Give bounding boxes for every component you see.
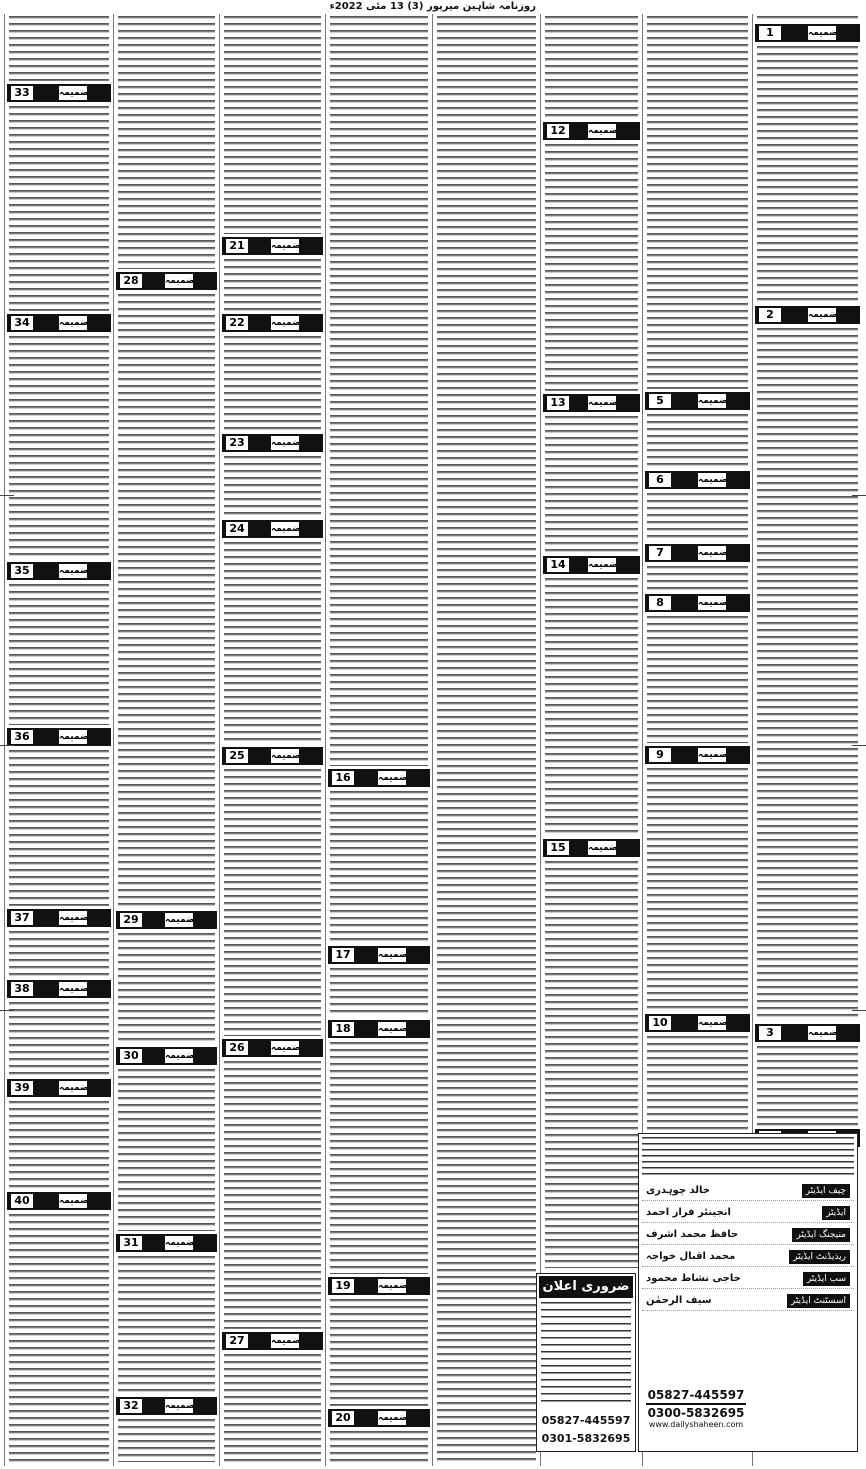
supplement-label: ضمیمہ <box>378 1024 408 1034</box>
article-number: 9 <box>649 748 671 762</box>
masthead <box>0 0 866 14</box>
article-number-box <box>328 1020 430 1038</box>
article-number: 29 <box>120 913 142 927</box>
editorial-row <box>642 1292 854 1311</box>
article-number-box <box>645 594 750 612</box>
supplement-label: ضمیمہ <box>588 398 618 408</box>
article-number-box <box>7 84 111 102</box>
article-number-box <box>7 314 111 332</box>
article-number-box <box>755 1024 860 1042</box>
article-number: 30 <box>120 1049 142 1063</box>
article-number-box <box>755 24 860 42</box>
supplement-label: ضمیمہ <box>59 913 89 923</box>
supplement-label: ضمیمہ <box>59 88 89 98</box>
supplement-label: ضمیمہ <box>808 1028 838 1038</box>
article-text <box>647 768 748 1011</box>
article-text <box>757 1046 858 1126</box>
supplement-label: ضمیمہ <box>165 1051 195 1061</box>
article-text <box>545 16 638 119</box>
editorial-row <box>642 1204 854 1223</box>
article-text <box>118 1069 215 1231</box>
editorial-row <box>642 1270 854 1289</box>
editorial-role: ایڈیٹر <box>822 1206 850 1220</box>
editorial-row <box>642 1182 854 1201</box>
article-number: 12 <box>547 124 569 138</box>
article-number-box <box>645 544 750 562</box>
supplement-label: ضمیمہ <box>378 950 408 960</box>
editorial-name: انجینئر فراز احمد <box>646 1207 731 1218</box>
article-number: 28 <box>120 274 142 288</box>
article-text <box>330 1299 428 1406</box>
article-number-box <box>222 434 323 452</box>
article-number: 31 <box>120 1236 142 1250</box>
notice-phone: 0301-5832695 <box>541 1432 631 1445</box>
article-number-box <box>7 980 111 998</box>
editorial-website: www.dailyshaheen.com <box>648 1420 744 1429</box>
article-number-box <box>222 747 323 765</box>
article-text <box>224 16 321 234</box>
article-number: 8 <box>649 596 671 610</box>
article-text <box>118 1419 215 1462</box>
article-number-box <box>116 911 217 929</box>
news-column <box>540 14 642 1466</box>
article-text <box>647 566 748 591</box>
article-number: 39 <box>11 1081 33 1095</box>
supplement-label: ضمیمہ <box>59 1083 89 1093</box>
article-text <box>647 414 748 468</box>
important-notice <box>536 1273 636 1452</box>
article-number: 17 <box>332 948 354 962</box>
article-number-box <box>222 237 323 255</box>
supplement-label: ضمیمہ <box>378 1281 408 1291</box>
article-number: 27 <box>226 1334 248 1348</box>
article-text <box>330 16 428 766</box>
editorial-role: سب ایڈیٹر <box>803 1272 850 1286</box>
news-column <box>4 14 113 1466</box>
article-number: 25 <box>226 749 248 763</box>
supplement-label: ضمیمہ <box>59 732 89 742</box>
article-text <box>118 933 215 1044</box>
supplement-label: ضمیمہ <box>698 396 728 406</box>
editorial-row <box>642 1248 854 1267</box>
crop-mark <box>0 745 14 746</box>
article-number-box <box>755 306 860 324</box>
article-text <box>9 336 109 559</box>
article-text <box>545 861 638 1268</box>
supplement-label: ضمیمہ <box>271 751 301 761</box>
supplement-label: ضمیمہ <box>59 984 89 994</box>
article-text <box>647 493 748 541</box>
supplement-label: ضمیمہ <box>698 750 728 760</box>
article-number-box <box>7 1079 111 1097</box>
supplement-label: ضمیمہ <box>59 566 89 576</box>
notice-body <box>541 1302 631 1402</box>
article-text <box>118 1256 215 1394</box>
article-number-box <box>222 1332 323 1350</box>
article-text <box>757 328 858 1021</box>
article-text <box>9 931 109 977</box>
editorial-panel <box>638 1133 858 1452</box>
crop-mark <box>852 1010 866 1011</box>
article-number-box <box>7 909 111 927</box>
article-text <box>545 416 638 553</box>
supplement-label: ضمیمہ <box>588 560 618 570</box>
article-number: 13 <box>547 396 569 410</box>
supplement-label: ضمیمہ <box>271 438 301 448</box>
article-number-box <box>116 272 217 290</box>
article-text <box>545 144 638 391</box>
article-text <box>330 1042 428 1274</box>
supplement-label: ضمیمہ <box>271 524 301 534</box>
article-text <box>224 1061 321 1329</box>
supplement-label: ضمیمہ <box>271 1043 301 1053</box>
supplement-label: ضمیمہ <box>271 318 301 328</box>
supplement-label: ضمیمہ <box>588 126 618 136</box>
supplement-label: ضمیمہ <box>698 548 728 558</box>
article-number-box <box>222 314 323 332</box>
article-number-box <box>543 122 640 140</box>
supplement-label: ضمیمہ <box>698 598 728 608</box>
notice-phone: 05827-445597 <box>541 1414 631 1427</box>
article-number: 10 <box>649 1016 671 1030</box>
crop-mark <box>852 745 866 746</box>
article-number: 23 <box>226 436 248 450</box>
article-text <box>224 1354 321 1462</box>
article-number: 19 <box>332 1279 354 1293</box>
article-text <box>9 750 109 906</box>
article-number-box <box>116 1047 217 1065</box>
article-number-box <box>7 1192 111 1210</box>
editorial-name: حافظ محمد اشرف <box>646 1229 739 1240</box>
editorial-name: خالد چوہدری <box>646 1185 711 1196</box>
article-text <box>437 16 536 1462</box>
article-number-box <box>645 1014 750 1032</box>
article-number: 32 <box>120 1399 142 1413</box>
supplement-label: ضمیمہ <box>271 1336 301 1346</box>
editorial-role: منیجنگ ایڈیٹر <box>792 1228 850 1242</box>
supplement-label: ضمیمہ <box>808 310 838 320</box>
article-number: 22 <box>226 316 248 330</box>
article-number: 2 <box>759 308 781 322</box>
supplement-label: ضمیمہ <box>165 915 195 925</box>
crop-mark <box>0 1010 14 1011</box>
supplement-label: ضمیمہ <box>165 1238 195 1248</box>
article-number: 24 <box>226 522 248 536</box>
editorial-contacts <box>642 1388 750 1448</box>
article-number: 36 <box>11 730 33 744</box>
article-number-box <box>7 728 111 746</box>
article-number: 21 <box>226 239 248 253</box>
news-column <box>219 14 325 1466</box>
editorial-row <box>642 1226 854 1245</box>
article-text <box>224 542 321 744</box>
article-number-box <box>645 471 750 489</box>
supplement-label: ضمیمہ <box>808 28 838 38</box>
editorial-role: اسسٹنٹ ایڈیٹر <box>787 1294 850 1308</box>
article-number: 20 <box>332 1411 354 1425</box>
article-number: 14 <box>547 558 569 572</box>
article-number-box <box>543 394 640 412</box>
article-text <box>757 16 858 21</box>
article-number: 40 <box>11 1194 33 1208</box>
article-number-box <box>328 1409 430 1427</box>
news-column <box>325 14 432 1466</box>
editorial-name: محمد اقبال خواجہ <box>646 1251 736 1262</box>
article-text <box>9 584 109 725</box>
article-number-box <box>328 769 430 787</box>
article-text <box>224 336 321 431</box>
supplement-label: ضمیمہ <box>271 241 301 251</box>
supplement-label: ضمیمہ <box>165 276 195 286</box>
article-number: 37 <box>11 911 33 925</box>
news-column <box>432 14 540 1466</box>
article-number: 38 <box>11 982 33 996</box>
article-text <box>330 968 428 1017</box>
article-text <box>9 1214 109 1462</box>
editorial-phone: 0300-5832695 <box>647 1406 745 1420</box>
article-number-box <box>328 1277 430 1295</box>
supplement-label: ضمیمہ <box>378 1413 408 1423</box>
editorial-name: سیف الرحمٰن <box>646 1295 712 1306</box>
article-number-box <box>222 1039 323 1057</box>
article-number-box <box>543 556 640 574</box>
supplement-label: ضمیمہ <box>59 1196 89 1206</box>
editorial-role: ریذیڈنٹ ایڈیٹر <box>789 1250 850 1264</box>
supplement-label: ضمیمہ <box>698 1018 728 1028</box>
masthead-title: روزنامہ شاہین میرپور (3) 13 مئی 2022ء <box>329 1 536 12</box>
article-text <box>118 16 215 269</box>
article-number: 18 <box>332 1022 354 1036</box>
article-text <box>545 578 638 836</box>
article-number: 5 <box>649 394 671 408</box>
supplement-label: ضمیمہ <box>59 318 89 328</box>
supplement-label: ضمیمہ <box>698 475 728 485</box>
article-number-box <box>116 1234 217 1252</box>
article-text <box>647 616 748 743</box>
article-number: 15 <box>547 841 569 855</box>
editorial-role: چیف ایڈیٹر <box>802 1184 850 1198</box>
article-text <box>224 456 321 517</box>
article-number: 35 <box>11 564 33 578</box>
article-text <box>224 769 321 1036</box>
article-number-box <box>328 946 430 964</box>
article-number: 16 <box>332 771 354 785</box>
article-number-box <box>645 746 750 764</box>
article-text <box>118 294 215 908</box>
article-number-box <box>645 392 750 410</box>
article-number-box <box>543 839 640 857</box>
article-number-box <box>7 562 111 580</box>
article-number: 33 <box>11 86 33 100</box>
article-number: 34 <box>11 316 33 330</box>
notice-title: ضروری اعلان <box>539 1276 633 1298</box>
article-text <box>9 1101 109 1189</box>
supplement-label: ضمیمہ <box>588 843 618 853</box>
article-number: 1 <box>759 26 781 40</box>
article-text <box>647 16 748 389</box>
article-text <box>330 1431 428 1462</box>
editorial-panel-header <box>642 1137 854 1177</box>
article-text <box>9 106 109 311</box>
article-number: 7 <box>649 546 671 560</box>
editorial-phone: 05827-445597 <box>647 1388 745 1402</box>
news-column <box>113 14 219 1466</box>
crop-mark <box>852 495 866 496</box>
editorial-name: حاجی نشاط محمود <box>646 1273 741 1284</box>
crop-mark <box>0 495 14 496</box>
article-text <box>9 1002 109 1076</box>
article-number-box <box>116 1397 217 1415</box>
supplement-label: ضمیمہ <box>378 773 408 783</box>
article-number: 26 <box>226 1041 248 1055</box>
article-text <box>9 16 109 81</box>
article-number-box <box>222 520 323 538</box>
article-text <box>330 791 428 943</box>
article-number: 6 <box>649 473 671 487</box>
article-text <box>757 46 858 303</box>
supplement-label: ضمیمہ <box>165 1401 195 1411</box>
article-text <box>224 259 321 311</box>
article-number: 3 <box>759 1026 781 1040</box>
